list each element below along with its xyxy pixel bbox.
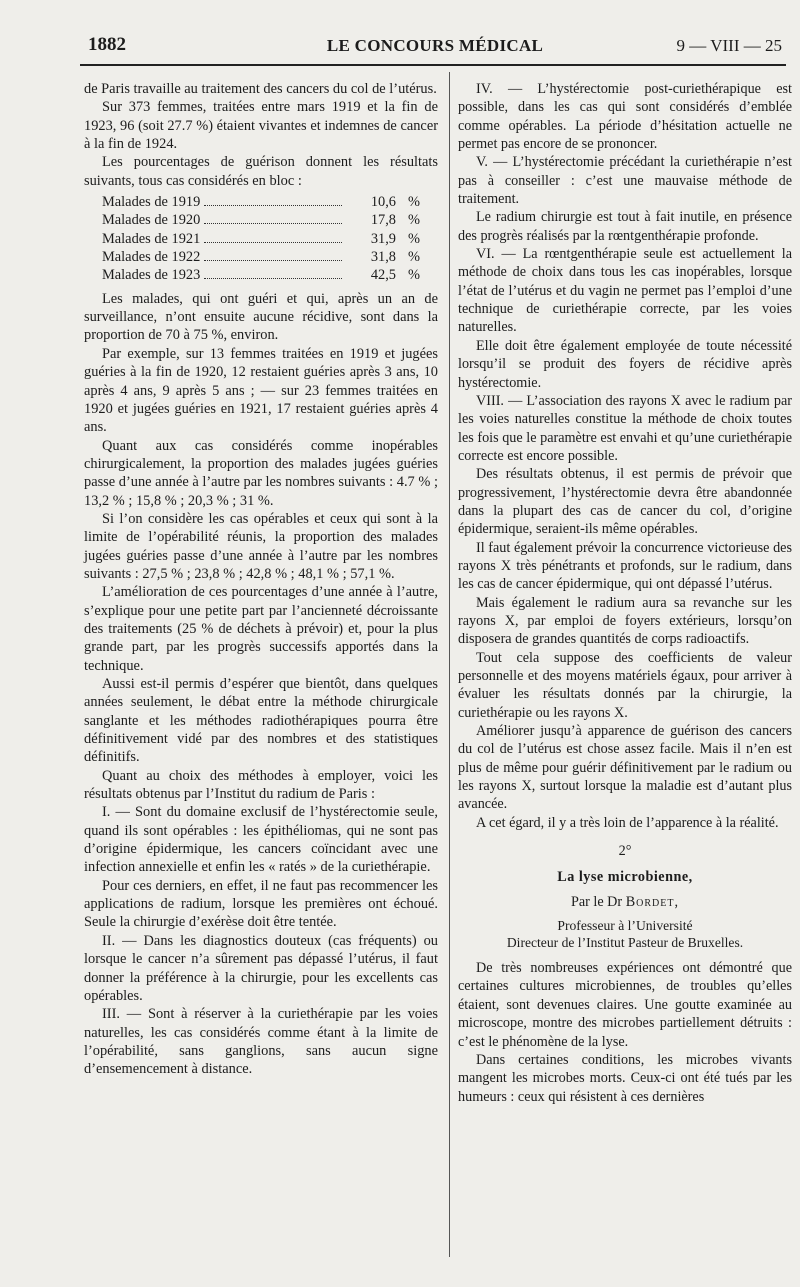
section-number: 2° bbox=[618, 843, 632, 860]
dot-leader bbox=[204, 223, 342, 224]
author-line bbox=[458, 893, 792, 911]
column-divider bbox=[449, 72, 450, 1257]
list-item: VIII. — L’association des rayons X avec le radium par les voies naturelles constitue la méthode de choix toutes les fois que le paramètre est envahi et qu’une curiethérapie correcte est encore possible. bbox=[458, 392, 792, 464]
list-item: II. — Dans les diagnostics douteux (cas fréquents) ou lorsque le cancer n’a sûrement pas dépassé l’utérus, il faut donner la préférence à la chirurgie, pour les excellents cas opérables. bbox=[84, 932, 438, 1004]
list-item: VI. — La rœntgenthérapie seule est actuellement la méthode de choix dans tous les cas inopérables, lorsque l’état de l’utérus et du vagin ne permet pas l’emploi d’une technique de curiethérapie correcte, par les voies naturelles. bbox=[458, 246, 792, 336]
list-item: V. — L’hystérectomie précédant la curiethérapie n’est pas à conseiller : c’est une mauvaise méthode de traitement. bbox=[458, 154, 792, 208]
author-prefix: Par le Dr bbox=[570, 893, 623, 910]
affiliation-line: Directeur de l’Institut Pasteur de Bruxelles. bbox=[506, 935, 744, 951]
page-number: 1882 bbox=[88, 34, 126, 55]
list-item: IV. — L’hystérectomie post-curiethérapique est possible, dans les cas qui sont considérés d’emblée comme opérables. La période d’hésitation actuelle ne permet pas encore de se prononcer. bbox=[458, 81, 792, 153]
rate-label: Malades de 1919 bbox=[102, 194, 201, 211]
cure-rate-row bbox=[102, 230, 420, 248]
paragraph: Mais également le radium aura sa revanche sur les rayons X, par emploi de foyers extérieurs, lorsqu’on disposera de grandes quantités de corps radioactifs. bbox=[458, 594, 792, 648]
cure-rate-row bbox=[102, 211, 420, 229]
paragraph: Tout cela suppose des coefficients de valeur personnelle et des moyens matériels égaux, pour arriver à évaluer les résultats donnés par la chirurgie, la curiethérapie ou les rayons X. bbox=[458, 649, 792, 721]
dot-leader bbox=[204, 205, 342, 206]
journal-title: LE CONCOURS MÉDICAL bbox=[326, 36, 544, 55]
paragraph: Aussi est-il permis d’espérer que bientôt, dans quelques années seulement, le débat entre la méthode chirurgicale sanglante et les méthodes radiothérapiques pourra être définitivement vidé par des nombres et des statistiques définitifs. bbox=[84, 676, 438, 766]
paragraph: de Paris travaille au traitement des cancers du col de l’utérus. bbox=[84, 81, 437, 97]
paragraph: Il faut également prévoir la concurrence victorieuse des rayons X très pénétrants et profonds, sur le radium, dans les cas de cancer épidermique, qui ont dépassé l’utérus. bbox=[458, 539, 792, 593]
right-column bbox=[458, 80, 792, 1106]
cure-rate-row bbox=[102, 193, 420, 211]
rate-unit: % bbox=[408, 194, 420, 211]
paragraph: L’amélioration de ces pourcentages d’une année à l’autre, s’explique pour une petite part par l’ancienneté décroissante des traitements (25 % de déchets à prévoir) et, pour la plus grande part, par les progrès successifs apportés dans la technique. bbox=[84, 584, 438, 674]
author-name: Bordet, bbox=[625, 893, 680, 910]
paragraph: Les pourcentages de guérison donnent les résultats suivants, tous cas considérés en bloc : bbox=[84, 154, 438, 189]
section-title: La lyse microbienne, bbox=[557, 869, 693, 886]
issue-date: 9 — VIII — 25 bbox=[676, 36, 782, 55]
paragraph: Les malades, qui ont guéri et qui, après un an de surveillance, n’ont ensuite aucune récidive, sont dans la proportion de 70 à 75 %, environ. bbox=[84, 290, 438, 344]
rate-unit: % bbox=[408, 230, 420, 247]
dot-leader bbox=[204, 278, 342, 279]
rate-unit: % bbox=[408, 212, 420, 229]
paragraph: A cet égard, il y a très loin de l’apparence à la réalité. bbox=[476, 814, 779, 831]
left-column bbox=[84, 80, 438, 1079]
dot-leader bbox=[204, 260, 342, 261]
list-item: III. — Sont à réserver à la curiethérapie par les voies naturelles, les cas considérés comme étant à la limite de l’opérabilité, sans ganglions, sans aucun signe d’ensemencement à distance. bbox=[84, 1006, 438, 1078]
rate-value: 31,8 bbox=[370, 249, 396, 266]
paragraph: Quant aux cas considérés comme inopérables chirurgicalement, la proportion des malades jugées guéries passe d’une année à l’autre par les nombres suivants : 4.7 % ; 13,2 % ; 15,8 % ; 20,3 % ; 31 %. bbox=[84, 437, 438, 509]
paragraph: Améliorer jusqu’à apparence de guérison des cancers du col de l’utérus est chose assez facile. Mais il n’en est plus de même pour guérir définitivement par le radium ou les rayons X, surtout lorsque la maladie est d’autant plus avancée. bbox=[458, 723, 792, 813]
paragraph: Sur 373 femmes, traitées entre mars 1919 et la fin de 1923, 96 (soit 27.7 %) étaient vivantes et indemnes de cancer à la fin de 1924. bbox=[84, 99, 438, 153]
rate-value: 42,5 bbox=[370, 267, 396, 284]
rate-value: 17,8 bbox=[370, 212, 396, 229]
affiliation-line: Professeur à l’Université bbox=[557, 918, 693, 934]
paragraph: Pour ces derniers, en effet, il ne faut pas recommencer les applications de radium, lorsque les premières ont échoué. Seule la chirurgie d’exérèse doit être tentée. bbox=[84, 877, 438, 931]
rate-label: Malades de 1923 bbox=[102, 267, 201, 284]
paragraph: Si l’on considère les cas opérables et ceux qui sont à la limite de l’opérabilité réunis, la proportion des malades jugées guéries passe d’une année à l’autre par les nombres suivants : 27,5 % ; 23,8 % ; 42,8 % ; 48,1 % ; 57,1 %. bbox=[84, 510, 438, 582]
paragraph: Par exemple, sur 13 femmes traitées en 1919 et jugées guéries à la fin de 1920, 12 restaient guéries après 3 ans, 10 après 4 ans, 9 après 5 ans ; — sur 23 femmes traitées en 1920 et jugées guéries en 1921, 17 restaient guéries après 4 ans. bbox=[84, 345, 438, 436]
paragraph: Le radium chirurgie est tout à fait inutile, en présence des progrès réalisés par la rœntgenthérapie profonde. bbox=[458, 209, 792, 244]
page-header bbox=[88, 34, 782, 60]
paragraph: Elle doit être également employée de toute nécessité lorsqu’il se produit des foyers de récidive après hystérectomie. bbox=[458, 337, 792, 391]
cure-rate-row bbox=[102, 248, 420, 266]
rate-label: Malades de 1921 bbox=[102, 230, 201, 247]
rate-label: Malades de 1922 bbox=[102, 249, 201, 266]
cure-rate-row bbox=[102, 266, 420, 284]
header-rule bbox=[80, 64, 786, 66]
author-affiliation bbox=[458, 917, 792, 951]
rate-unit: % bbox=[408, 267, 420, 284]
paragraph: Des résultats obtenus, il est permis de prévoir que progressivement, l’hystérectomie devra être abandonnée dans la plupart des cas de cancer du col, d’origine épidermique, seraient-ils même opérables. bbox=[458, 466, 792, 538]
paragraph: Quant au choix des méthodes à employer, voici les résultats obtenus par l’Institut du radium de Paris : bbox=[84, 767, 438, 803]
list-item: I. — Sont du domaine exclusif de l’hystérectomie seule, quand ils sont opérables : les épithéliomas, qui ne sont pas d’origine épidermique, les cancers coïncidant avec une infection annexielle et enfin les « ratés » de la curiethérapie. bbox=[84, 804, 438, 876]
paragraph: De très nombreuses expériences ont démontré que certaines cultures microbiennes, de troubles qu’elles étaient, sont devenues claires. Une goutte examinée au microscope, montre des microbes partiellement détruits : c’est le phénomène de la lyse. bbox=[458, 960, 792, 1050]
paragraph: Dans certaines conditions, les microbes vivants mangent les microbes morts. Ceux-ci ont été tués par les humeurs : ceux qui résistent à ces dernières bbox=[458, 1051, 792, 1105]
rate-label: Malades de 1920 bbox=[102, 212, 201, 229]
dot-leader bbox=[204, 242, 342, 243]
rate-value: 31,9 bbox=[370, 230, 396, 247]
rate-value: 10,6 bbox=[370, 194, 396, 211]
rate-unit: % bbox=[408, 249, 420, 266]
cure-rate-table bbox=[102, 193, 438, 285]
